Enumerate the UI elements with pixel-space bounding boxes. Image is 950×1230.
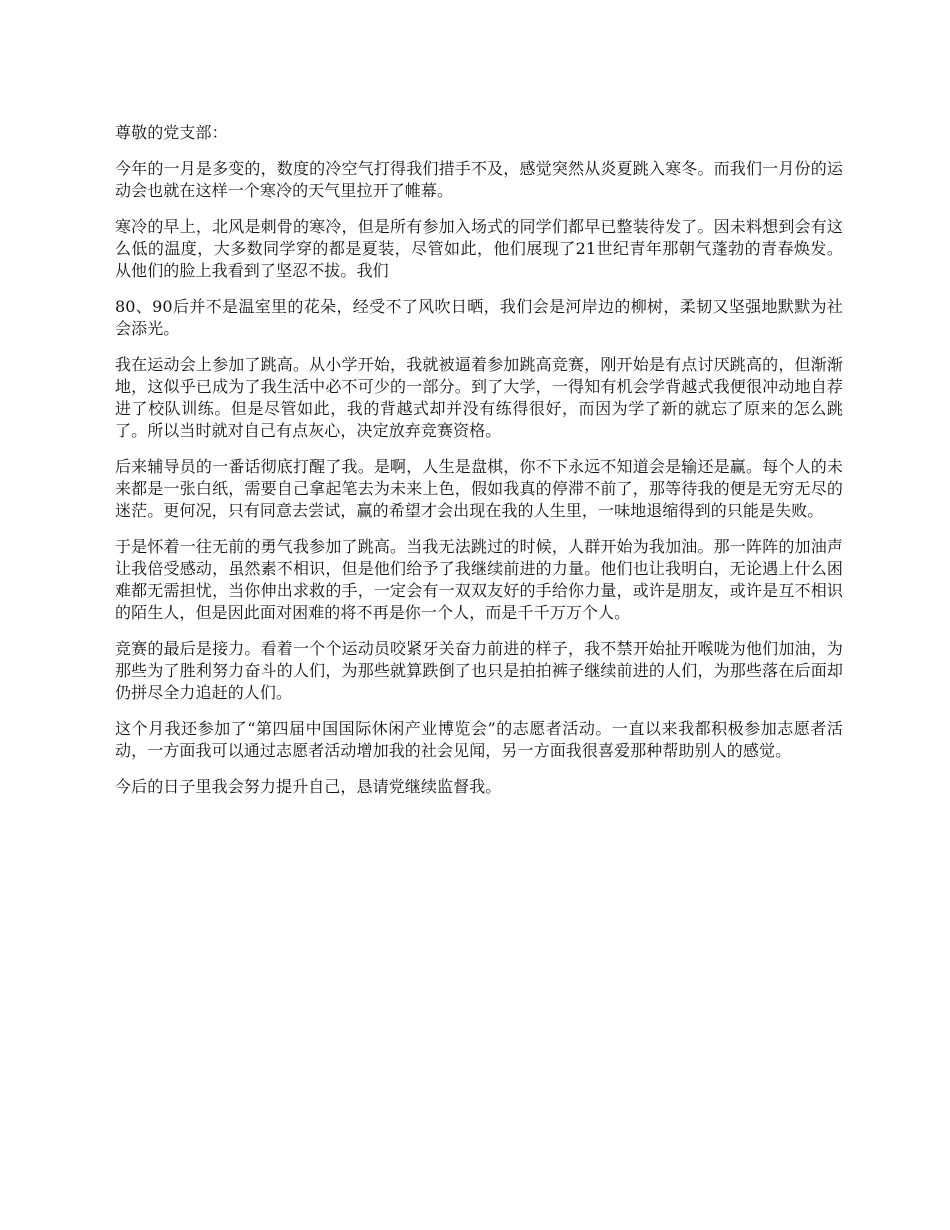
paragraph-1: 今年的一月是多变的，数度的冷空气打得我们措手不及，感觉突然从炎夏跳入寒冬。而我们一月份的运动会也就在这样一个寒冷的天气里拉开了帷幕。	[115, 159, 843, 200]
paragraph-7: 竞赛的最后是接力。看着一个个运动员咬紧牙关奋力前进的样子，我不禁开始扯开喉咙为他们加油，为那些为了胜利努力奋斗的人们，为那些就算跌倒了也只是拍拍裤子继续前进的人们，为那些落在后面却仍拼尽全力追赶的人们。	[115, 639, 843, 702]
paragraph-9: 今后的日子里我会努力提升自己，恳请党继续监督我。	[115, 777, 502, 796]
paragraph-8: 这个月我还参加了“第四届中国国际休闲产业博览会”的志愿者活动。一直以来我都积极参加志愿者活动，一方面我可以通过志愿者活动增加我的社会见闻，另一方面我很喜爱那种帮助别人的感觉。	[115, 719, 843, 760]
salutation: 尊敬的党支部：	[115, 123, 228, 142]
letter-body	[115, 122, 843, 812]
paragraph-3: 80、90后并不是温室里的花朵，经受不了风吹日晒，我们会是河岸边的柳树，柔韧又坚强地默默为社会添光。	[115, 297, 843, 338]
paragraph-6: 于是怀着一往无前的勇气我参加了跳高。当我无法跳过的时候，人群开始为我加油。那一阵阵的加油声让我倍受感动，虽然素不相识，但是他们给予了我继续前进的力量。他们也让我明白，无论遇上什么困难都无需担忧，当你伸出求救的手，一定会有一双双友好的手给你力量，或许是朋友，或许是互不相识的陌生人，但是因此面对困难的将不再是你一个人，而是千千万万个人。	[115, 537, 843, 622]
paragraph-4: 我在运动会上参加了跳高。从小学开始，我就被逼着参加跳高竞赛，刚开始是有点讨厌跳高的，但渐渐地，这似乎已成为了我生活中必不可少的一部分。到了大学，一得知有机会学背越式我便很冲动地自荐进了校队训练。但是尽管如此，我的背越式却并没有练得很好，而因为学了新的就忘了原来的怎么跳了。所以当时就对自己有点灰心，决定放弃竞赛资格。	[115, 355, 843, 440]
paragraph-5: 后来辅导员的一番话彻底打醒了我。是啊，人生是盘棋，你不下永远不知道会是输还是赢。每个人的未来都是一张白纸，需要自己拿起笔去为未来上色，假如我真的停滞不前了，那等待我的便是无穷无尽的迷茫。更何况，只有同意去尝试，赢的希望才会出现在我的人生里，一味地退缩得到的只能是失败。	[115, 457, 843, 520]
paragraph-2: 寒冷的早上，北风是刺骨的寒冷，但是所有参加入场式的同学们都早已整装待发了。因未料想到会有这么低的温度，大多数同学穿的都是夏装，尽管如此，他们展现了21世纪青年那朝气蓬勃的青春焕发。从他们的脸上我看到了坚忍不拔。我们	[115, 217, 843, 280]
